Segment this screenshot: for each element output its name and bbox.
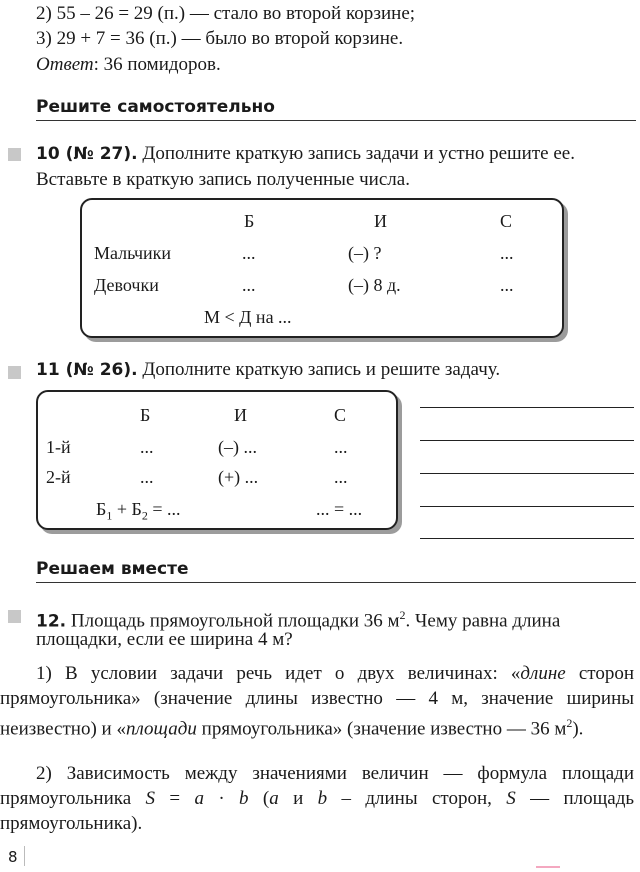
answer-writing-line[interactable] (420, 506, 634, 507)
section-heading-independent: Решите самостоятельно (36, 96, 636, 121)
page-number: 8 (8, 848, 18, 866)
task-10-table-box (80, 198, 564, 338)
header-b: Б (140, 405, 151, 425)
superscript: 2 (566, 716, 573, 730)
cell-b: ... (140, 467, 154, 487)
emphasis-area: площади (125, 718, 197, 740)
cell-c: ... (334, 467, 348, 487)
task-11-number: 11 (№ 26). (36, 360, 138, 380)
cell-i: (–) ? (348, 243, 382, 263)
page-number-divider (24, 846, 25, 866)
cell-b: ... (242, 243, 256, 263)
footer-plus: + Б (112, 499, 142, 519)
cell-c: ... (334, 437, 348, 457)
cell-b: ... (140, 437, 154, 457)
answer-line (36, 53, 221, 77)
task-12-text-1b: . Чему равна длина (405, 610, 561, 632)
header-i: И (374, 211, 387, 231)
task-10-text-2: Вставьте в краткую запись полученные числа. (36, 169, 410, 190)
task-12-text-1a: Площадь прямоугольной площадки 36 м (66, 610, 400, 632)
paragraph-2: 2) Зависимость между значениями величин — формула площади прямоугольника S = a · b (a и b – длины сторон, S — площадь прямоугольника). (0, 763, 635, 834)
table-footer-formula (96, 498, 181, 527)
task-12-number: 12. (36, 611, 67, 632)
header-i: И (234, 405, 247, 425)
header-b: Б (244, 211, 255, 231)
solution-step-2: 2) 55 – 26 = 29 (п.) — стало во второй корзине; (36, 3, 416, 24)
row-label: Мальчики (94, 243, 172, 263)
table-footer-right: ... = ... (316, 499, 363, 519)
emphasis-length: длине (520, 663, 566, 684)
cell-i: (–) ... (218, 437, 257, 457)
footer-b1: Б (96, 499, 107, 519)
task-10-number: 10 (№ 27). (36, 144, 138, 164)
task-10-line-1 (36, 142, 575, 166)
footer-eq: = ... (147, 499, 181, 519)
answer-writing-line[interactable] (420, 473, 634, 474)
header-c: С (334, 405, 347, 425)
row-label: 1-й (46, 437, 71, 457)
row-label: Девочки (94, 275, 159, 295)
section-heading-together: Решаем вместе (36, 558, 636, 583)
task-bullet (8, 610, 21, 623)
cell-b: ... (242, 275, 256, 295)
cell-i: (–) 8 д. (348, 275, 401, 295)
cell-c: ... (500, 275, 514, 295)
solution-step-3: 3) 29 + 7 = 36 (п.) — было во второй корзине. (36, 28, 404, 49)
footer-sub2: 2 (141, 508, 148, 523)
superscript: 2 (399, 608, 406, 622)
answer-writing-line[interactable] (420, 538, 634, 539)
cell-c: ... (500, 243, 514, 263)
answer-text: : 36 помидоров. (93, 54, 221, 75)
task-11-line (36, 358, 500, 382)
task-11-text: Дополните краткую запись и решите задачу. (137, 359, 501, 380)
task-12-text-2: площадки, если ее ширина 4 м? (36, 629, 293, 650)
row-label: 2-й (46, 467, 71, 487)
task-bullet (8, 366, 21, 379)
answer-label: Ответ (36, 54, 94, 75)
header-c: С (500, 211, 513, 231)
cell-i: (+) ... (218, 467, 259, 487)
table-footer: М < Д на ... (204, 307, 292, 327)
decorative-mark (536, 866, 560, 868)
answer-writing-line[interactable] (420, 407, 634, 408)
answer-writing-line[interactable] (420, 440, 634, 441)
task-10-text-1: Дополните краткую запись задачи и устно решите ее. (137, 143, 575, 164)
task-11-table-box (36, 390, 398, 530)
task-bullet (8, 148, 21, 161)
paragraph-1: 1) В условии задачи речь идет о двух величинах: «длине сторон прямоугольника» (значение длины известно — 4 м, значение ширины неизвестно) и «площади прямоугольника» (значение известно — 36 $м^2$). (0, 663, 634, 740)
footer-sub1: 1 (106, 508, 113, 523)
